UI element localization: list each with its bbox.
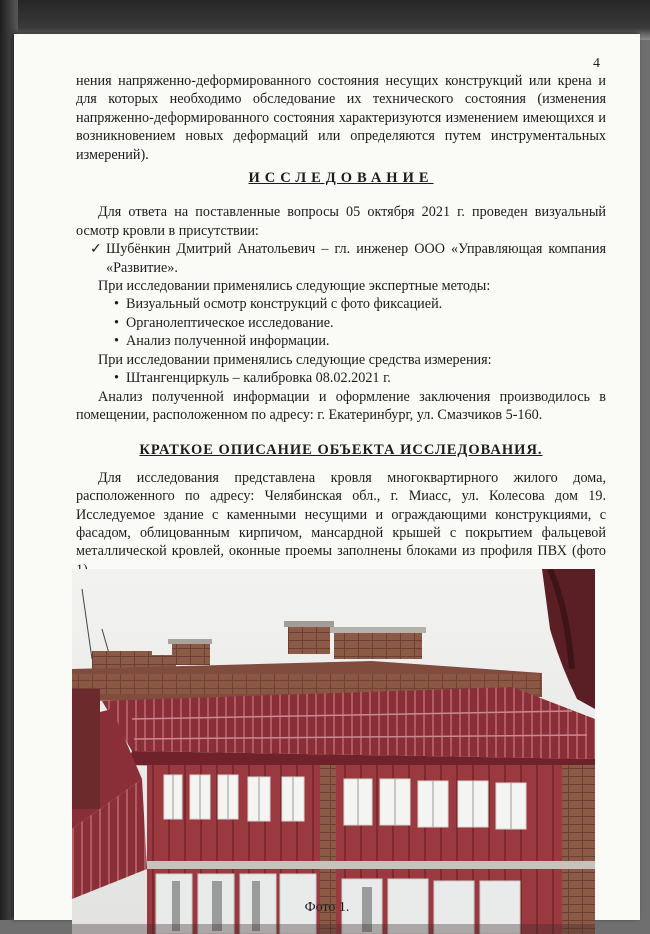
method-text: Визуальный осмотр конструкций с фото фиксацией. — [126, 296, 443, 313]
bullet-icon: • — [114, 333, 119, 350]
bullet-icon: • — [114, 370, 119, 387]
inspection-paragraph: Для ответа на поставленные вопросы 05 октября 2021 г. проведен визуальный осмотр кровли в присутствии: — [76, 204, 606, 239]
intro-paragraph: нения напряженно-деформированного состояния несущих конструкций или крена и для которых необходимо обследование их технического состояния (изменения напряженно-деформированного состояния характеризуются изменением имеющихся и возникновением новых деформаций или определяются путем инструментальных измерений). — [76, 73, 606, 163]
tools-intro: При исследовании применялись следующие средства измерения: — [98, 351, 492, 368]
object-description-paragraph: Для исследования представлена кровля многоквартирного жилого дома, расположенного по адресу: Челябинская обл., г. Миасс, ул. Колесова дом 19. Исследуемое здание с каменными несущими и ограждающими конструкциями, с фасадом, облицованным кирпичом, мансардной крышей с покрытием фальцевой металлической кровлей, оконные проемы заполнены блоками из профиля ПВХ (фото — [76, 469, 606, 560]
document-page — [14, 34, 640, 920]
analysis-paragraph: Анализ полученной информации и оформление заключения производилось в помещении, расположенном по адресу: г. Екатеринбург, ул. Смазчиков 5-160. — [76, 388, 606, 423]
list-item — [76, 295, 606, 313]
spacer — [76, 424, 606, 436]
list-item — [76, 314, 606, 332]
methods-intro: При исследовании применялись следующие экспертные методы: — [98, 278, 491, 295]
building-roof-photo — [72, 569, 595, 934]
tool-text: Штангенциркуль – калибровка 08.02.2021 г. — [126, 370, 391, 387]
page-content — [76, 72, 606, 579]
method-text: Анализ полученной информации. — [126, 333, 330, 350]
section-heading-object-description: КРАТКОЕ ОПИСАНИЕ ОБЪЕКТА ИССЛЕДОВАНИЯ. — [139, 442, 543, 459]
photo-caption: Фото 1. — [304, 900, 350, 915]
spacer — [76, 191, 606, 203]
checkmark-icon: ✓ — [90, 241, 102, 258]
list-item — [76, 369, 606, 387]
roof-illustration — [72, 569, 595, 934]
attendee-text: Шубёнкин Дмитрий Анатольевич – гл. инженер ООО «Управляющая компания «Развитие». — [106, 241, 606, 276]
attendee-item — [76, 240, 606, 277]
section-heading-research: ИССЛЕДОВАНИЕ — [248, 170, 434, 187]
bullet-icon: • — [114, 314, 119, 331]
bullet-icon: • — [114, 296, 119, 313]
page-number: 4 — [593, 56, 600, 71]
list-item — [76, 332, 606, 350]
method-text: Органолептическое исследование. — [126, 314, 334, 331]
